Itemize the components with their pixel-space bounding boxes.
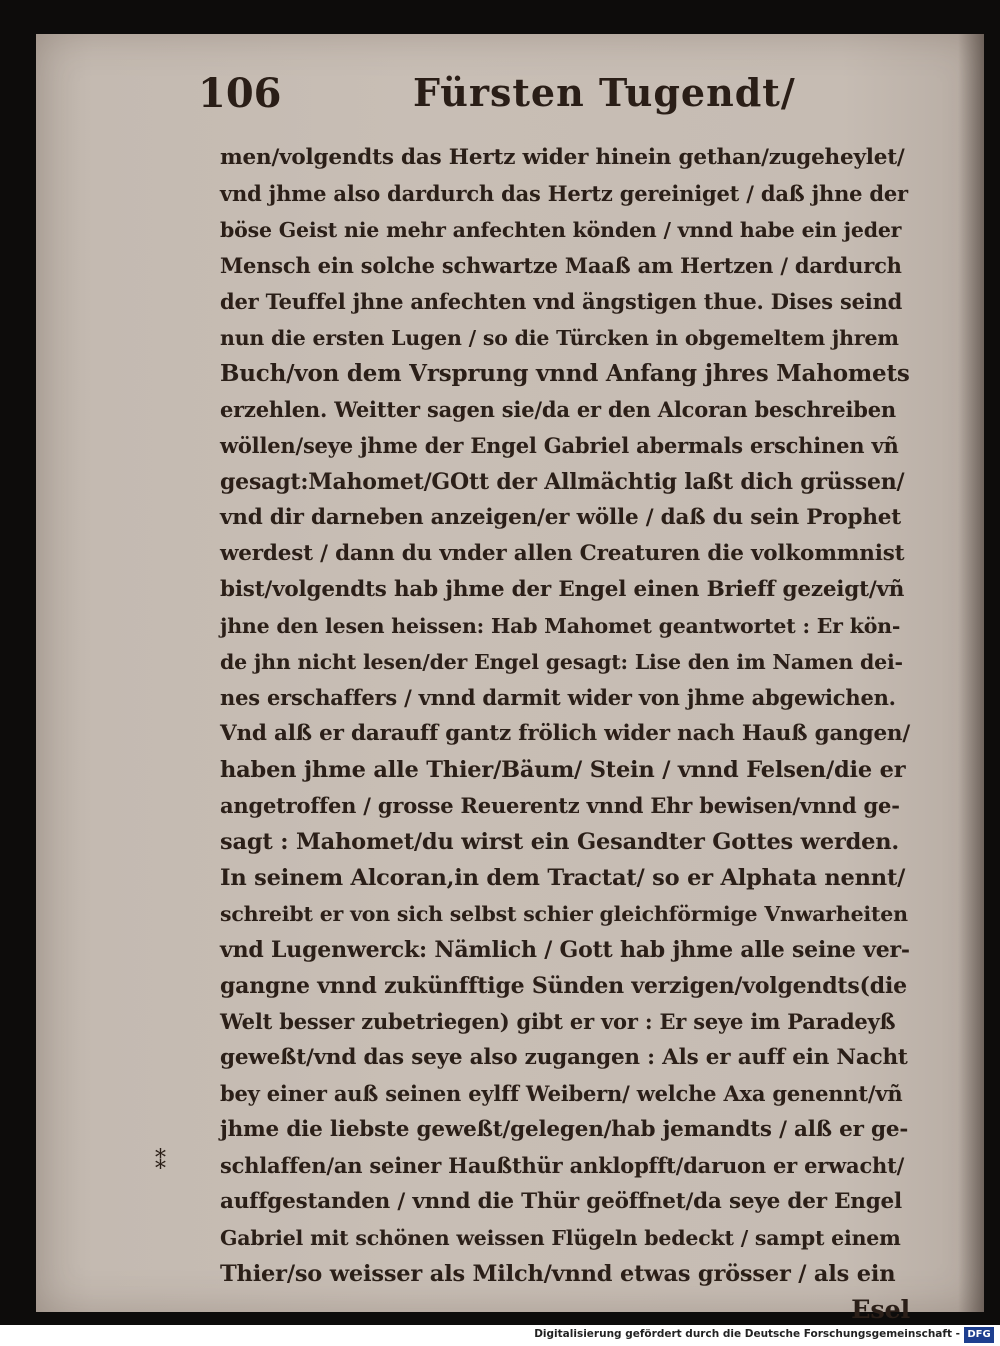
text-line: Vnd alß er darauff gantz frölich wider nach Hauß gangen/ <box>220 721 911 746</box>
text-line: erzehlen. Weitter sagen sie/da er den Alcoran beschreiben <box>220 397 896 422</box>
catchword: Esel <box>851 1295 910 1325</box>
text-line: nes erschaffers / vnnd darmit wider von jhme abgewichen. <box>220 685 896 710</box>
text-line: gangne vnnd zukünfftige Sünden verzigen/volgendts(die <box>220 973 907 999</box>
text-line: Buch/von dem Vrsprung vnnd Anfang jhres Mahomets <box>220 360 910 387</box>
text-line: der Teuffel jhne anfechten vnd ängstigen thue. Dises seind <box>220 289 903 314</box>
text-line: bist/volgendts hab jhme der Engel einen Brieff gezeigt/vñ <box>220 577 905 602</box>
text-line: auffgestanden / vnnd die Thür geöffnet/da seye der Engel <box>220 1189 903 1214</box>
text-line: geweßt/vnd das seye also zugangen : Als er auff ein Nacht <box>220 1045 908 1070</box>
footer-bar <box>0 1325 1000 1346</box>
text-line: angetroffen / grosse Reuerentz vnnd Ehr bewisen/vnnd ge- <box>220 793 900 818</box>
text-line: In seinem Alcoran,in dem Tractat/ so er Alphata nennt/ <box>220 865 906 891</box>
text-line: Welt besser zubetriegen) gibt er vor : Er seye im Paradeyß <box>220 1009 896 1034</box>
text-line: sagt : Mahomet/du wirst ein Gesandter Gottes werden. <box>220 829 900 855</box>
text-line: jhme die liebste geweßt/gelegen/hab jemandts / alß er ge- <box>220 1117 909 1142</box>
text-line: vnd jhme also dardurch das Hertz gereiniget / daß jhne der <box>220 181 908 206</box>
text-line: Thier/so weisser als Milch/vnnd etwas grösser / als ein <box>220 1261 896 1287</box>
text-line: men/volgendts das Hertz wider hinein gethan/zugeheylet/ <box>220 145 905 170</box>
text-line: wöllen/seye jhme der Engel Gabriel abermals erschinen vñ <box>220 433 899 458</box>
text-line: vnd dir darneben anzeigen/er wölle / daß du sein Prophet <box>220 505 901 530</box>
text-line: de jhn nicht lesen/der Engel gesagt: Lise den im Namen dei- <box>220 650 903 674</box>
text-line: schreibt er von sich selbst schier gleichförmige Vnwarheiten <box>220 902 908 926</box>
text-line: vnd Lugenwerck: Nämlich / Gott hab jhme alle seine ver- <box>220 937 910 963</box>
dfg-logo[interactable]: DFG <box>964 1327 994 1343</box>
text-line: böse Geist nie mehr anfechten könden / vnnd habe ein jeder <box>220 218 902 242</box>
text-line: gesagt:Mahomet/GOtt der Allmächtig laßt dich grüssen/ <box>220 469 905 495</box>
running-title: Fürsten Tugendt/ <box>413 70 796 115</box>
page-number: 106 <box>198 70 282 117</box>
text-line: haben jhme alle Thier/Bäum/ Stein / vnnd Felsen/die er <box>220 757 906 783</box>
footer-credit: Digitalisierung gefördert durch die Deutsche Forschungsgemeinschaft - <box>534 1328 960 1340</box>
text-line: Mensch ein solche schwartze Maaß am Hertzen / dardurch <box>220 253 902 278</box>
text-line: jhne den lesen heissen: Hab Mahomet geantwortet : Er kön- <box>220 614 901 638</box>
margin-mark: ⁑ <box>155 1150 166 1175</box>
page-gutter-shadow <box>958 34 984 1312</box>
text-line: nun die ersten Lugen / so die Türcken in obgemeltem jhrem <box>220 326 899 350</box>
text-line: werdest / dann du vnder allen Creaturen die volkommnist <box>220 541 905 566</box>
body-text <box>220 140 910 1328</box>
text-line: schlaffen/an seiner Haußthür anklopfft/daruon er erwacht/ <box>220 1153 905 1178</box>
text-line: bey einer auß seinen eylff Weibern/ welche Axa genennt/vñ <box>220 1081 903 1106</box>
page-header <box>198 70 878 140</box>
text-line: Gabriel mit schönen weissen Flügeln bedeckt / sampt einem <box>220 1226 901 1250</box>
